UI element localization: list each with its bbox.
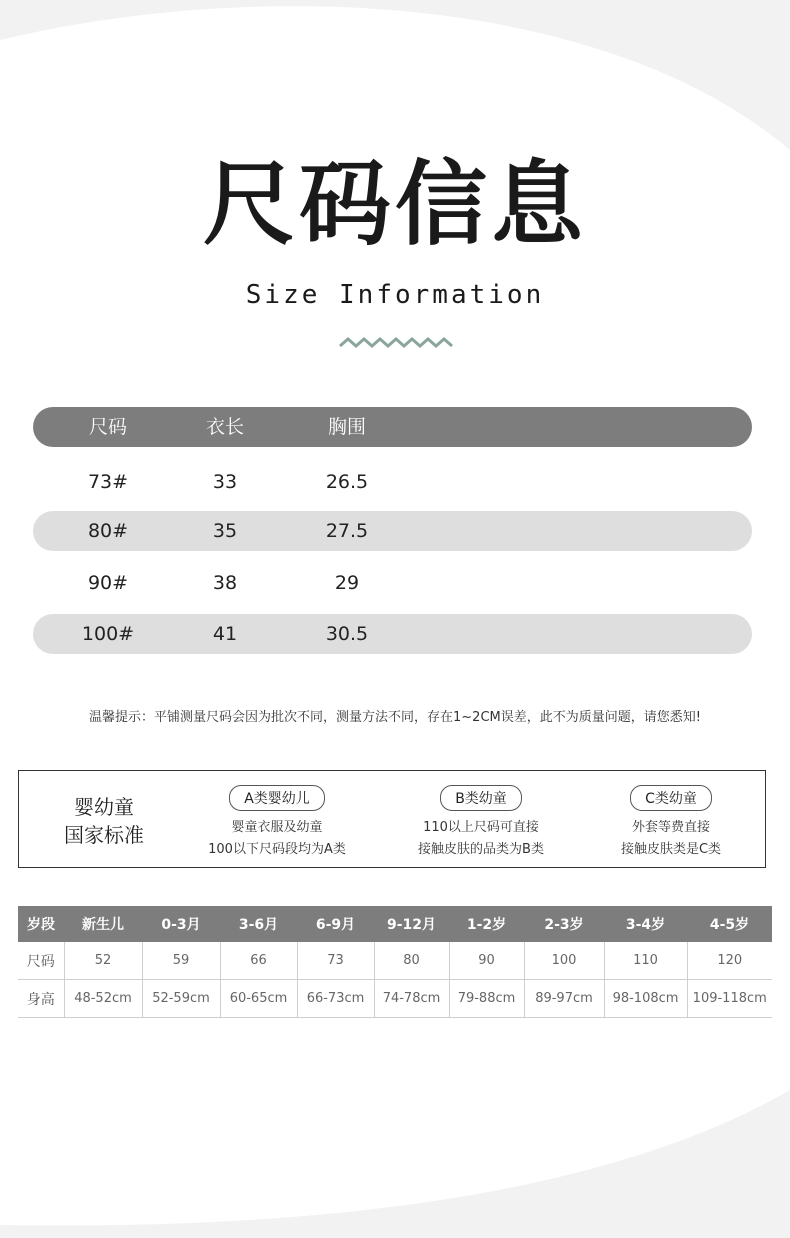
size-table-row <box>33 511 752 551</box>
cell-size: 90# <box>87 572 129 594</box>
cell-chest: 26.5 <box>325 471 369 493</box>
age-table-height-row <box>18 980 772 1018</box>
cell-length: 35 <box>212 520 238 542</box>
zigzag-divider-icon <box>338 334 454 352</box>
standard-title <box>49 793 159 849</box>
age-header: 3-4岁 <box>604 906 687 942</box>
category-a <box>197 785 357 861</box>
category-a-desc-2: 100以下尺码段均为A类 <box>208 842 346 857</box>
height-cell: 52-59cm <box>142 980 220 1018</box>
header-length: 衣长 <box>205 416 244 438</box>
category-a-desc-1: 婴童衣服及幼童 <box>231 820 323 835</box>
height-cell: 48-52cm <box>64 980 142 1018</box>
size-table-header <box>33 407 752 447</box>
age-size-table <box>18 906 772 1018</box>
cell-length: 41 <box>212 623 238 645</box>
height-cell: 98-108cm <box>604 980 687 1018</box>
cell-chest: 27.5 <box>325 520 369 542</box>
age-header: 1-2岁 <box>449 906 524 942</box>
size-cell: 100 <box>524 942 604 980</box>
size-table-row <box>33 462 752 502</box>
size-cell: 59 <box>142 942 220 980</box>
header-size: 尺码 <box>88 416 127 438</box>
size-cell: 73 <box>297 942 374 980</box>
category-c-desc-2: 接触皮肤类是C类 <box>620 842 722 857</box>
height-cell: 66-73cm <box>297 980 374 1018</box>
category-c-desc-1: 外套等费直接 <box>631 820 710 835</box>
size-table-row <box>33 614 752 654</box>
height-cell: 89-97cm <box>524 980 604 1018</box>
size-cell: 120 <box>687 942 772 980</box>
category-a-label: A类婴幼儿 <box>229 785 325 811</box>
category-b-desc-1: 110以上尺码可直接 <box>423 820 539 835</box>
cell-size: 73# <box>87 471 129 493</box>
age-header: 0-3月 <box>142 906 220 942</box>
age-table-header-row <box>18 906 772 942</box>
category-b-label: B类幼童 <box>440 785 522 811</box>
cell-size: 80# <box>87 520 129 542</box>
height-cell: 74-78cm <box>374 980 449 1018</box>
height-row-label: 身高 <box>18 980 64 1018</box>
cell-size: 100# <box>81 623 135 645</box>
size-table-row <box>33 563 752 603</box>
header-chest: 胸围 <box>327 416 366 438</box>
category-b <box>401 785 561 861</box>
size-cell: 66 <box>220 942 297 980</box>
age-header: 6-9月 <box>297 906 374 942</box>
category-c-label: C类幼童 <box>630 785 712 811</box>
cell-length: 38 <box>212 572 238 594</box>
size-cell: 90 <box>449 942 524 980</box>
age-header: 新生儿 <box>64 906 142 942</box>
category-b-desc-2: 接触皮肤的品类为B类 <box>418 842 544 857</box>
cell-chest: 29 <box>334 572 360 594</box>
page-subtitle: Size Information <box>245 280 545 310</box>
height-cell: 79-88cm <box>449 980 524 1018</box>
cell-chest: 30.5 <box>325 623 369 645</box>
age-header: 9-12月 <box>374 906 449 942</box>
age-header: 3-6月 <box>220 906 297 942</box>
size-cell: 52 <box>64 942 142 980</box>
size-cell: 110 <box>604 942 687 980</box>
category-c <box>591 785 751 861</box>
size-cell: 80 <box>374 942 449 980</box>
height-cell: 109-118cm <box>687 980 772 1018</box>
age-header: 2-3岁 <box>524 906 604 942</box>
age-table-size-row <box>18 942 772 980</box>
height-cell: 60-65cm <box>220 980 297 1018</box>
measurement-notice: 温馨提示：平铺测量尺码会因为批次不同，测量方法不同，存在1~2CM误差，此不为质量问题，请您悉知! <box>89 710 701 725</box>
national-standard-box <box>18 770 766 868</box>
standard-title-line1: 婴幼童 <box>74 795 134 819</box>
cell-length: 33 <box>212 471 238 493</box>
standard-title-line2: 国家标准 <box>64 823 144 847</box>
age-header: 岁段 <box>18 906 64 942</box>
size-row-label: 尺码 <box>18 942 64 980</box>
page-title: 尺码信息 <box>202 151 587 258</box>
age-header: 4-5岁 <box>687 906 772 942</box>
